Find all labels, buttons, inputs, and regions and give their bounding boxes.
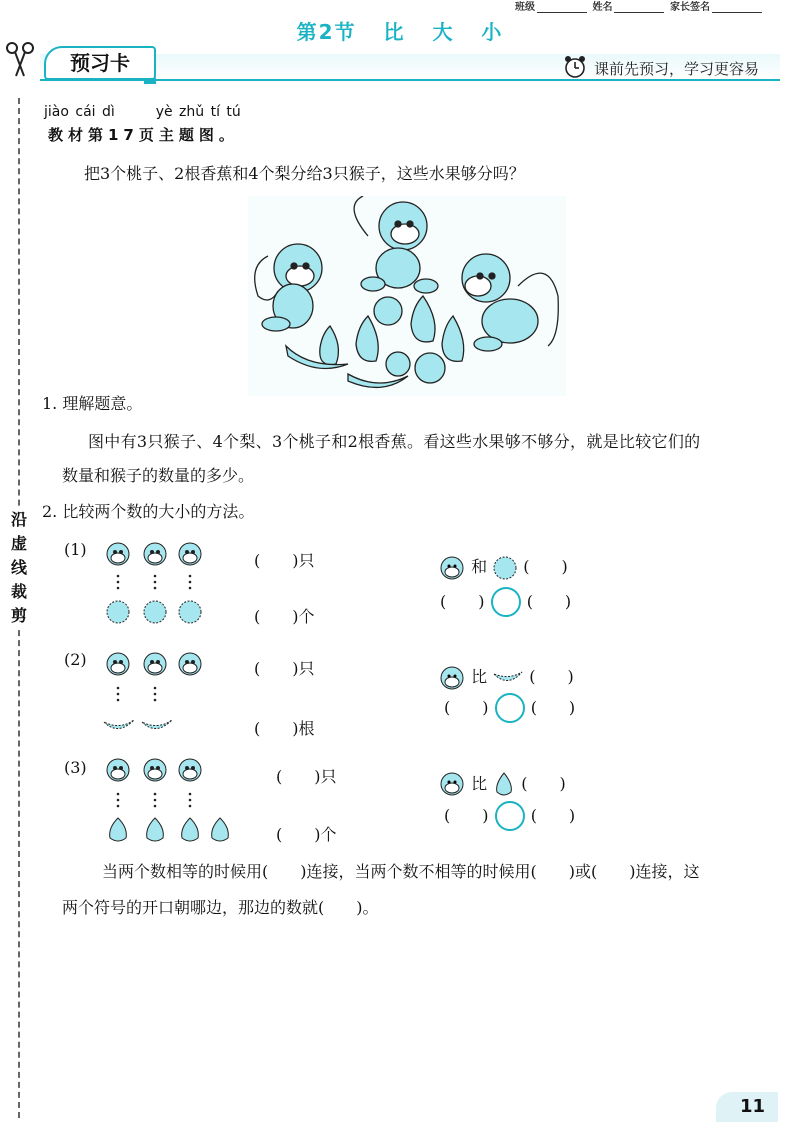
unit-label: 只 (298, 659, 315, 678)
cut-char: 沿 (10, 510, 27, 529)
class-label: 班级 (515, 2, 535, 13)
alarm-clock-icon (562, 54, 588, 80)
class-blank[interactable] (537, 4, 587, 13)
symbol-circle[interactable] (494, 800, 526, 832)
conclusion-text: )或( (568, 862, 598, 881)
symbol-row (444, 692, 575, 724)
answer-blank[interactable] (537, 862, 569, 881)
page-number: 11 (740, 1096, 766, 1117)
pinyin-segment: jiào cái dì (44, 104, 115, 120)
conclusion-text: 当两个数相等的时候用( (102, 862, 269, 881)
answer-blank[interactable]: ( )个 (254, 607, 315, 626)
conclusion-line1 (102, 854, 700, 890)
answer-blank[interactable]: ( ) (523, 557, 568, 576)
pinyin-segment: yè zhǔ tí tú (155, 104, 241, 120)
answer-blank[interactable] (268, 862, 300, 881)
symbol-row (444, 800, 575, 832)
intro-question: 把3个桃子、2根香蕉和4个梨分给3只猴子，这些水果够分吗？ (84, 164, 525, 183)
section2-heading: 2. 比较两个数的大小的方法。 (42, 502, 255, 521)
answer-blank[interactable]: ( )只 (254, 551, 315, 570)
monkey-face-icon (438, 555, 466, 581)
answer-blank[interactable] (324, 898, 356, 917)
unit-label: 只 (320, 767, 337, 786)
section-title (0, 16, 800, 45)
answer-blank[interactable] (597, 862, 629, 881)
unit-label: 只 (298, 551, 315, 570)
cut-char: 线 (10, 558, 27, 577)
cut-char: 剪 (10, 606, 27, 625)
parent-signature-label: 家长签名 (669, 2, 710, 13)
monkeys-fruit-illustration (248, 196, 566, 400)
title-char: 小 (481, 20, 504, 44)
compare-row (438, 664, 574, 691)
symbol-circle[interactable] (490, 586, 522, 618)
answer-blank[interactable]: ( ) (444, 805, 489, 825)
compare-row (438, 770, 566, 798)
scissors-icon (4, 40, 36, 80)
section-number: 第2节 (296, 20, 357, 44)
answer-blank[interactable]: ( ) (530, 697, 576, 717)
compare-row (438, 554, 568, 581)
answer-blank[interactable]: ( ) (444, 697, 489, 717)
monkey-face-icon (438, 771, 466, 797)
exercise2-figure (102, 650, 214, 744)
cut-char: 虚 (10, 534, 27, 553)
pear-icon (492, 770, 516, 798)
cut-instruction (8, 508, 30, 628)
preview-card-tab: 预习卡 (44, 46, 156, 80)
answer-blank[interactable]: ( ) (526, 591, 572, 611)
section1-line2: 数量和猴子的数量的多少。 (62, 466, 255, 485)
answer-blank[interactable]: ( ) (529, 667, 574, 686)
title-char: 大 (432, 20, 455, 44)
cut-char: 裁 (10, 582, 27, 601)
answer-blank[interactable]: ( ) (521, 773, 566, 793)
monkey-face-icon (107, 543, 129, 565)
name-label: 姓名 (592, 2, 613, 13)
answer-blank[interactable]: ( )个 (276, 825, 337, 844)
answer-blank[interactable]: ( ) (530, 805, 576, 825)
answer-blank[interactable]: ( )根 (254, 719, 315, 738)
peach-icon (492, 555, 518, 581)
exercise-label: (1) (64, 540, 87, 559)
answer-blank[interactable]: ( ) (440, 591, 485, 611)
conclusion-line2 (62, 890, 379, 926)
exercise3-figure (102, 756, 234, 850)
answer-blank[interactable]: ( )只 (254, 659, 315, 678)
conclusion-text: )连接，这 (629, 862, 700, 881)
conclusion-text: )。 (356, 898, 379, 917)
conclusion-text: )连接，当两个数不相等的时候用( (300, 862, 537, 881)
symbol-row (440, 586, 571, 618)
answer-blank[interactable]: ( )只 (276, 767, 337, 786)
conclusion-text: 两个符号的开口朝哪边，那边的数就( (62, 898, 325, 917)
student-info-fields (515, 0, 764, 13)
connector-word: 比 (471, 773, 488, 793)
section1-line1: 图中有3只猴子、4个梨、3个桃子和2根香蕉。看这些水果够不够分，就是比较它们的 (88, 432, 701, 451)
symbol-circle[interactable] (494, 692, 526, 724)
unit-label: 个 (320, 825, 337, 844)
unit-label: 个 (298, 607, 315, 626)
parent-signature-blank[interactable] (712, 4, 762, 13)
exercise1-figure (102, 540, 214, 634)
connector-word: 和 (471, 557, 488, 576)
monkey-face-icon (438, 665, 466, 691)
pinyin-line (44, 104, 241, 120)
tagline: 课前先预习，学习更容易 (594, 60, 760, 78)
intro-title: 教材第17页主题图。 (48, 126, 239, 144)
unit-label: 根 (298, 719, 315, 738)
title-char: 比 (383, 20, 406, 44)
name-blank[interactable] (614, 4, 664, 13)
connector-word: 比 (471, 667, 488, 686)
section1-heading: 1. 理解题意。 (42, 394, 143, 413)
exercise-label: (3) (64, 758, 87, 777)
banana-icon (492, 668, 524, 688)
exercise-label: (2) (64, 650, 87, 669)
